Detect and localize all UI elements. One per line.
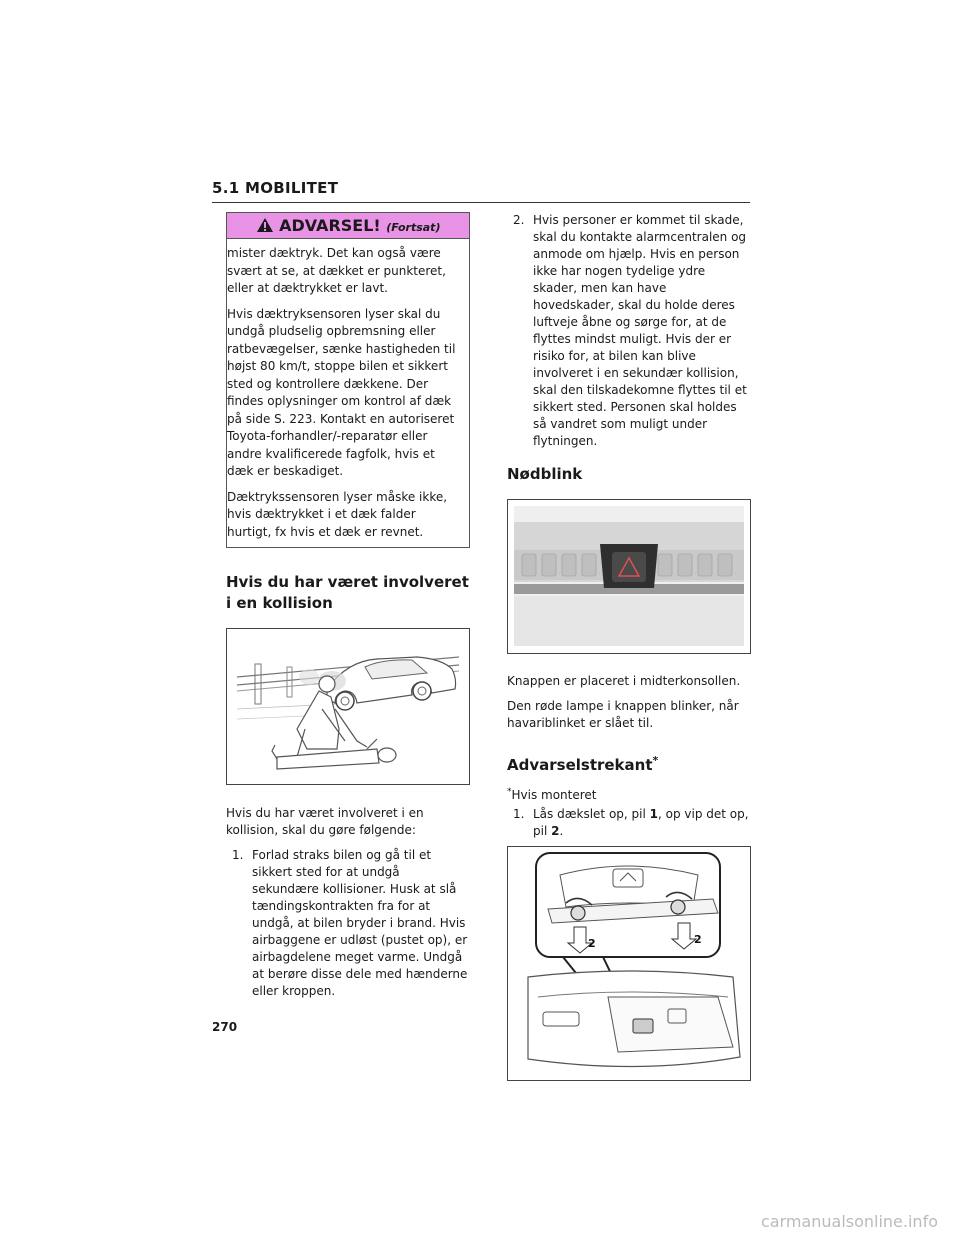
triangle-heading: [507, 750, 751, 776]
warning-header: [227, 213, 469, 239]
triangle-steps: [507, 806, 751, 840]
warning-icon: [256, 217, 274, 233]
list-item: [507, 806, 751, 840]
step-number: 1.: [513, 807, 525, 821]
left-column: [226, 212, 470, 1006]
hazard-heading: Nødblink: [507, 465, 583, 483]
page-number: 270: [212, 1020, 238, 1034]
collision-figure: [226, 628, 470, 785]
triangle-figure: [507, 846, 751, 1081]
arrow-label-1: 1: [649, 807, 658, 821]
footnote-mark: *: [652, 754, 659, 767]
arrow-2-label: 2: [588, 937, 596, 950]
step-number: 1.: [232, 848, 244, 862]
warning-body: [227, 239, 469, 547]
warning-box: [226, 212, 470, 548]
collision-intro: Hvis du har været involveret i en kollision, skal du gøre følgende:: [226, 806, 424, 837]
step-text-part: , op vip det op, pil: [533, 807, 749, 838]
warning-paragraph: Dæktrykssensoren lyser måske ikke, hvis dæktrykket i et dæk falder hurtigt, fx hvis et dæk er revnet.: [227, 489, 448, 539]
footnote-mark: *: [507, 787, 512, 797]
trunk-cover-illustration: [508, 847, 750, 1080]
collision-heading: Hvis du har været involveret i en kollision: [226, 573, 469, 612]
step-text-part: .: [559, 824, 564, 838]
step-text: [533, 807, 749, 838]
step-number: 2.: [513, 213, 525, 227]
triangle-footnote: [507, 784, 751, 804]
hazard-figure: [507, 499, 751, 654]
list-item: [226, 847, 470, 1000]
arrow-label-2: 2: [551, 824, 560, 838]
step-text-part: Lås dækslet op, pil: [533, 807, 650, 821]
warning-paragraph: Hvis dæktryksensoren lyser skal du undgå pludselig opbremsning eller ratbevægelser, sænke hastigheden til højst 80 km/t, stoppe bilen et sikkert sted og kontrollere dækkene. Der findes oplysninger om kontrol af dæk på side S. 223. Kontakt en autoriseret Toyota-forhandler/-reparatør eller andre kvalificerede fagfolk, hvis et dæk er beskadiget.: [227, 306, 456, 478]
footnote-text: Hvis monteret: [511, 788, 597, 802]
collision-steps: [226, 847, 470, 1000]
hazard-lamp-text: Den røde lampe i knappen blinker, når havariblinket er slået til.: [507, 699, 739, 730]
section-header: 5.1 MOBILITET: [212, 179, 750, 203]
step-text: Forlad straks bilen og gå til et sikkert sted for at undgå sekundære kollisioner. Husk at slå tændingskontrakten fra for at undgå, at bilen bryder i brand. Hvis airbaggene er udløst (pustet op), er airbagdelene meget varme. Undgå at berøre disse dele med hænderne eller kroppen.: [252, 848, 468, 998]
hazard-location-text: Knappen er placeret i midterkonsollen.: [507, 674, 741, 688]
collision-steps-continued: [507, 212, 751, 450]
collision-illustration: [227, 629, 469, 784]
arrow-2-label: 2: [694, 933, 702, 946]
step-text: Hvis personer er kommet til skade, skal du kontakte alarmcentralen og anmode om hjælp. Hvis en person ikke har nogen tydelige ydre skader, men kan have hovedskader, skal du holde deres luftveje åbne og sørge for, at de flyttes mindst muligt. Hvis der er risiko for, at bilen kan blive involveret i en sekundær kollision, skal den tilskadekomne flyttes til et sikkert sted. Personen skal holdes så vandret som muligt under flytningen.: [533, 213, 747, 448]
warning-title: ADVARSEL!: [279, 216, 381, 235]
warning-paragraph: mister dæktryk. Det kan også være svært at se, at dækket er punkteret, eller at dæktrykket er lavt.: [227, 246, 446, 295]
warning-subtitle: (Fortsat): [386, 221, 441, 234]
right-column: [507, 212, 751, 1081]
hazard-switch-illustration: [508, 500, 750, 653]
list-item: [507, 212, 751, 450]
watermark: carmanualsonline.info: [760, 1212, 938, 1231]
triangle-heading-text: Advarselstrekant: [507, 756, 653, 774]
